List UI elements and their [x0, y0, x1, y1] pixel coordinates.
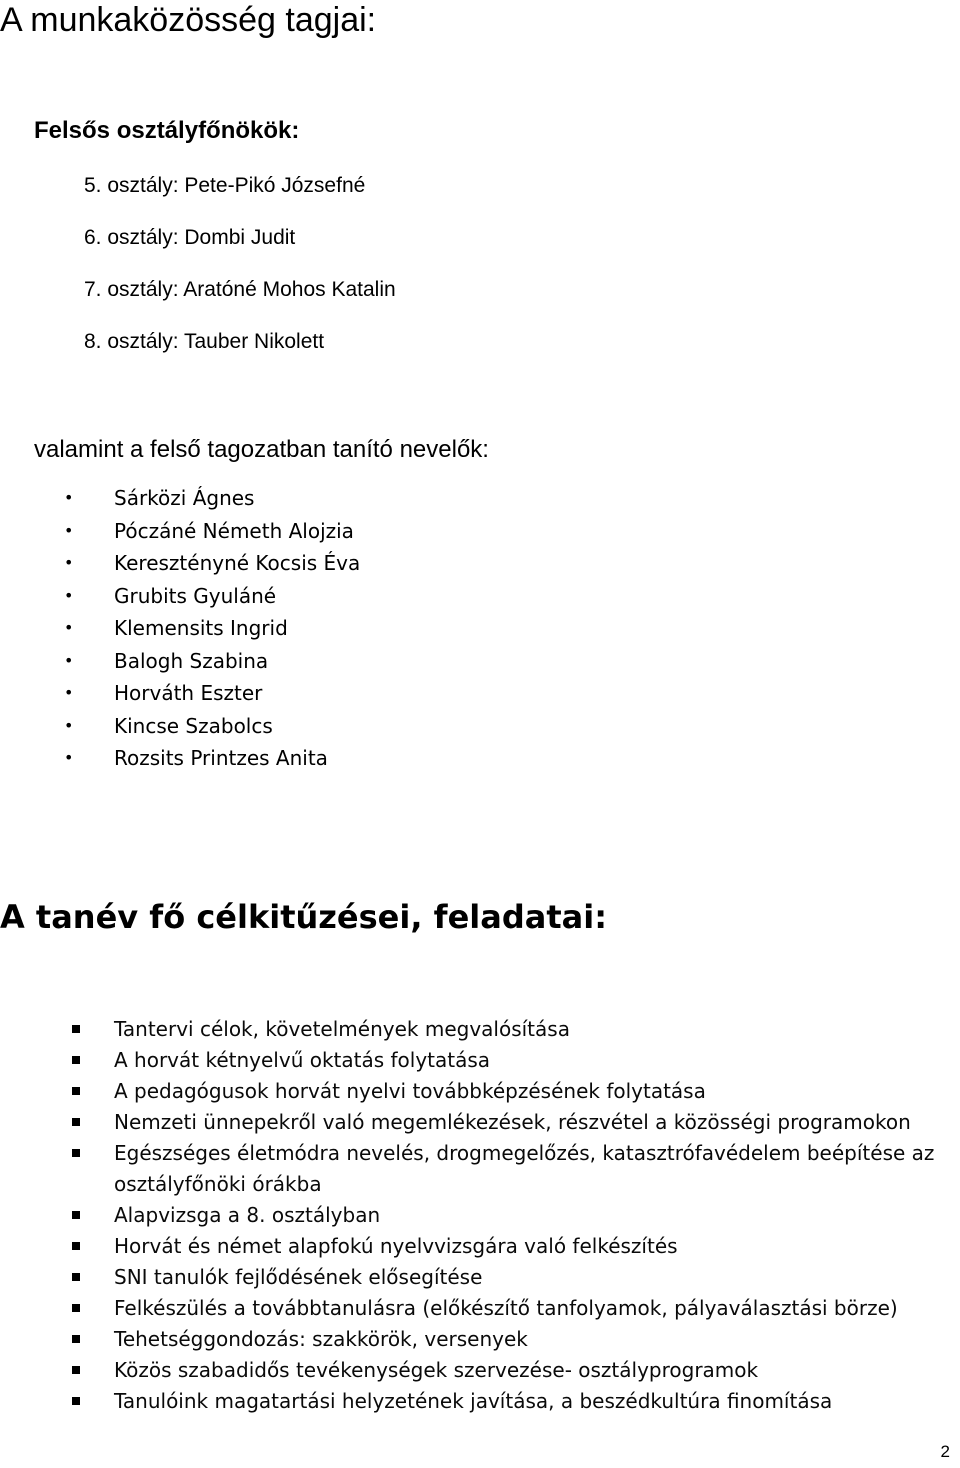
- goal-text: A pedagógusok horvát nyelvi továbbképzésének folytatása: [114, 1079, 706, 1103]
- bullet-icon: •: [64, 553, 74, 572]
- teacher-name: Kincse Szabolcs: [114, 713, 273, 738]
- list-item: [64, 482, 360, 515]
- list-item: [72, 1386, 954, 1417]
- list-item: 8. osztály: Tauber Nikolett: [84, 330, 325, 353]
- list-item: [72, 1200, 954, 1231]
- square-bullet-icon: [72, 1087, 80, 1095]
- list-item: [64, 515, 360, 548]
- list-item: [64, 677, 360, 710]
- goal-text: Közös szabadidős tevékenységek szervezése- osztályprogramok: [114, 1358, 759, 1382]
- goal-text: Tehetséggondozás: szakkörök, versenyek: [114, 1327, 528, 1351]
- goal-text: Alapvizsga a 8. osztályban: [114, 1203, 381, 1227]
- square-bullet-icon: [72, 1304, 80, 1312]
- page-number: 2: [940, 1442, 950, 1461]
- teacher-name: Keresztényné Kocsis Éva: [114, 551, 361, 575]
- teacher-name: Horváth Eszter: [114, 681, 263, 705]
- goal-text: Egészséges életmódra nevelés, drogmegelőzés, katasztrófavédelem beépítése az osztályfőnöki órákba: [114, 1141, 935, 1196]
- teacher-name: Grubits Gyuláné: [114, 583, 277, 608]
- list-item: [72, 1231, 954, 1262]
- list-item: [72, 1045, 954, 1076]
- square-bullet-icon: [72, 1397, 80, 1405]
- list-item: [64, 645, 360, 678]
- square-bullet-icon: [72, 1056, 80, 1064]
- list-item: [72, 1107, 954, 1138]
- list-item: [64, 710, 360, 743]
- list-item: [64, 580, 360, 613]
- list-item: [72, 1014, 954, 1045]
- square-bullet-icon: [72, 1025, 80, 1033]
- square-bullet-icon: [72, 1242, 80, 1250]
- square-bullet-icon: [72, 1211, 80, 1219]
- goal-text: A horvát kétnyelvű oktatás folytatása: [114, 1048, 491, 1072]
- square-bullet-icon: [72, 1335, 80, 1343]
- square-bullet-icon: [72, 1149, 80, 1157]
- goal-text: Horvát és német alapfokú nyelvvizsgára való felkészítés: [114, 1234, 678, 1258]
- bullet-icon: •: [64, 683, 74, 702]
- goal-text: Felkészülés a továbbtanulásra (előkészítő tanfolyamok, pályaválasztási börze): [114, 1296, 898, 1320]
- bullet-icon: •: [64, 488, 74, 507]
- bullet-icon: •: [64, 520, 74, 540]
- list-item: 7. osztály: Aratóné Mohos Katalin: [84, 278, 396, 301]
- square-bullet-icon: [72, 1366, 80, 1374]
- list-item: [64, 612, 360, 645]
- goals-heading: A tanév fő célkitűzései, feladatai:: [0, 898, 607, 936]
- list-item: [72, 1324, 954, 1355]
- bullet-icon: •: [64, 748, 74, 767]
- goal-text: SNI tanulók fejlődésének elősegítése: [114, 1265, 483, 1289]
- square-bullet-icon: [72, 1273, 80, 1281]
- teacher-name: Balogh Szabina: [114, 648, 269, 673]
- goal-text: Tantervi célok, követelmények megvalósítása: [114, 1017, 570, 1041]
- list-item: 5. osztály: Pete-Pikó Józsefné: [84, 174, 366, 197]
- list-item: [72, 1076, 954, 1107]
- teacher-name: Sárközi Ágnes: [114, 486, 255, 510]
- bullet-icon: •: [64, 650, 74, 670]
- homeroom-teachers-list: [84, 172, 396, 380]
- bullet-icon: •: [64, 585, 74, 605]
- list-item: [72, 1293, 954, 1324]
- teacher-name: Póczáné Németh Alojzia: [114, 518, 354, 543]
- goal-text: Tanulóink magatartási helyzetének javítása, a beszédkultúra finomítása: [114, 1389, 833, 1413]
- square-bullet-icon: [72, 1118, 80, 1126]
- bullet-icon: •: [64, 618, 74, 637]
- bullet-icon: •: [64, 715, 74, 735]
- list-item: [64, 547, 360, 580]
- goals-list: [72, 1014, 954, 1417]
- teacher-name: Rozsits Printzes Anita: [114, 746, 328, 770]
- homeroom-teachers-heading: Felsős osztályfőnökök:: [34, 117, 300, 144]
- teachers-heading: valamint a felső tagozatban tanító nevelők:: [34, 436, 489, 463]
- page-title: A munkaközösség tagjai:: [0, 1, 377, 39]
- teachers-list: [64, 482, 360, 775]
- list-item: [72, 1262, 954, 1293]
- teacher-name: Klemensits Ingrid: [114, 616, 288, 640]
- list-item: 6. osztály: Dombi Judit: [84, 226, 296, 249]
- list-item: [72, 1138, 954, 1200]
- list-item: [64, 742, 360, 775]
- goal-text: Nemzeti ünnepekről való megemlékezések, részvétel a közösségi programokon: [114, 1110, 911, 1134]
- list-item: [72, 1355, 954, 1386]
